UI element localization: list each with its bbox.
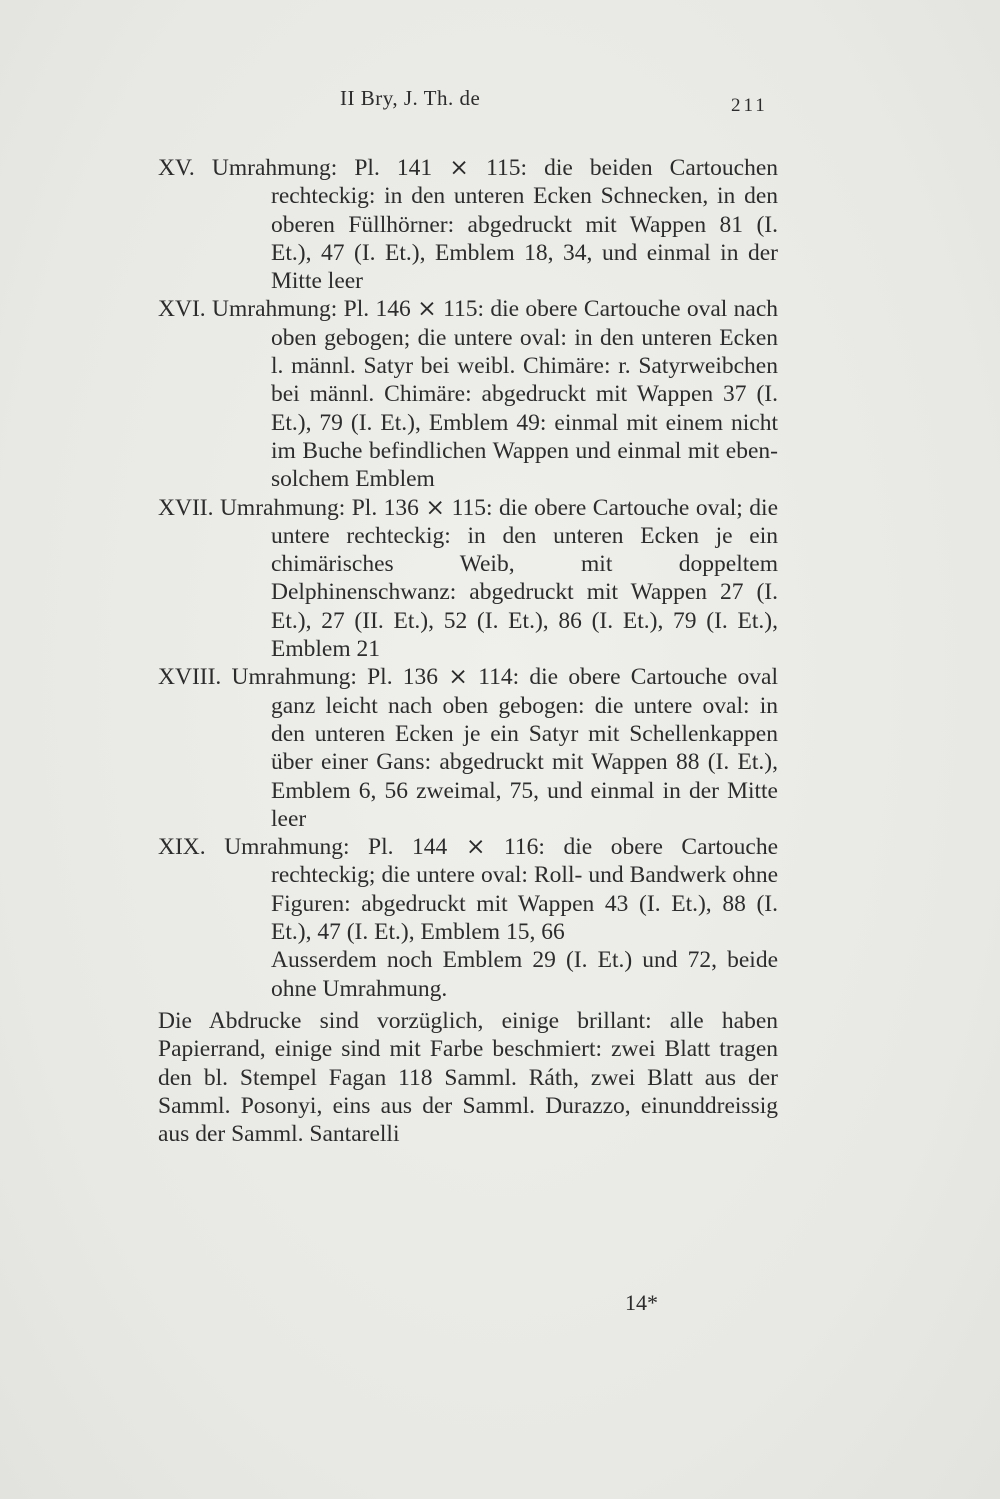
entry-note bbox=[158, 946, 778, 1003]
closing-paragraph: Die Abdrucke sind vorzüglich, einige brillant: alle haben Papierrand, einige sind mit Farbe beschmiert: zwei Blatt tragen den bl. Stempel Fagan 118 Samml. Ráth, zwei Blatt aus der Samml. Posonyi, eins aus der Samml. Durazzo, einunddreissig aus der Samml. Santarelli bbox=[158, 1007, 778, 1148]
entry-number: XIX. bbox=[158, 834, 206, 861]
entry-xv bbox=[158, 154, 778, 295]
note-text: Ausserdem noch Emblem 29 (I. Et.) und 72, beide ohne Umrahmung. bbox=[271, 947, 778, 1002]
entry-xvi bbox=[158, 295, 778, 493]
entry-number: XVI. bbox=[158, 296, 206, 323]
page-number: 211 bbox=[731, 95, 768, 116]
entry-number: XVIII. bbox=[158, 664, 222, 691]
entry-xviii bbox=[158, 663, 778, 833]
entry-text: Umrahmung: Pl. 144 ⨯ 116: die obere Cartouche rechteckig; die untere oval: Roll- und Bandwerk ohne Figuren: abgedruckt mit Wappen 43 (I. Et.), 88 (I. Et.), 47 (I. Et.), Emblem 15, 66 bbox=[224, 834, 778, 946]
entry-number: XVII. bbox=[158, 494, 214, 521]
signature-mark: 14* bbox=[625, 1290, 658, 1315]
entry-number: XV. bbox=[158, 155, 195, 181]
running-head: II Bry, J. Th. de bbox=[340, 86, 481, 110]
entry-xix bbox=[158, 833, 778, 946]
entry-xvii bbox=[158, 494, 778, 664]
entry-text: Umrahmung: Pl. 136 ⨯ 115: die obere Cartouche oval; die untere rechteckig: in den unteren Ecken je ein chimärisches Weib, mit doppeltem Delphinenschwanz: abgedruckt mit Wappen 27 (I. Et.), 27 (II. Et.), 52 (I. Et.), 86 (I. Et.), 79 (I. Et.), Emblem 21 bbox=[219, 494, 778, 663]
page-body bbox=[158, 154, 778, 1148]
entry-text: Umrahmung: Pl. 146 ⨯ 115: die obere Cartouche oval nach oben gebogen; die untere oval: in den unteren Ecken l. männl. Satyr bei weibl. Chimäre: r. Satyrweibchen bei männl. Chimäre: abgedruckt mit Wappen 37 (I. Et.), 79 (I. Et.), Emblem 49: einmal mit einem nicht im Buche befindlichen Wappen und einmal mit ebensolchem Emblem bbox=[212, 296, 779, 493]
entry-text: Umrahmung: Pl. 141 ⨯ 115: die beiden Cartouchen rechteckig: in den unteren Ecken Schnecken, in den oberen Füllhörner: abgedruckt mit Wappen 81 (I. Et.), 47 (I. Et.), Emblem 18, 34, und einmal in der Mitte leer bbox=[211, 155, 779, 295]
entry-text: Umrahmung: Pl. 136 ⨯ 114: die obere Cartouche oval ganz leicht nach oben gebogen: die untere oval: in den unteren Ecken je ein Satyr mit Schellenkappen über einer Gans: abgedruckt mit Wappen 88 (I. Et.), Emblem 6, 56 zweimal, 75, und einmal in der Mitte leer bbox=[231, 664, 779, 832]
